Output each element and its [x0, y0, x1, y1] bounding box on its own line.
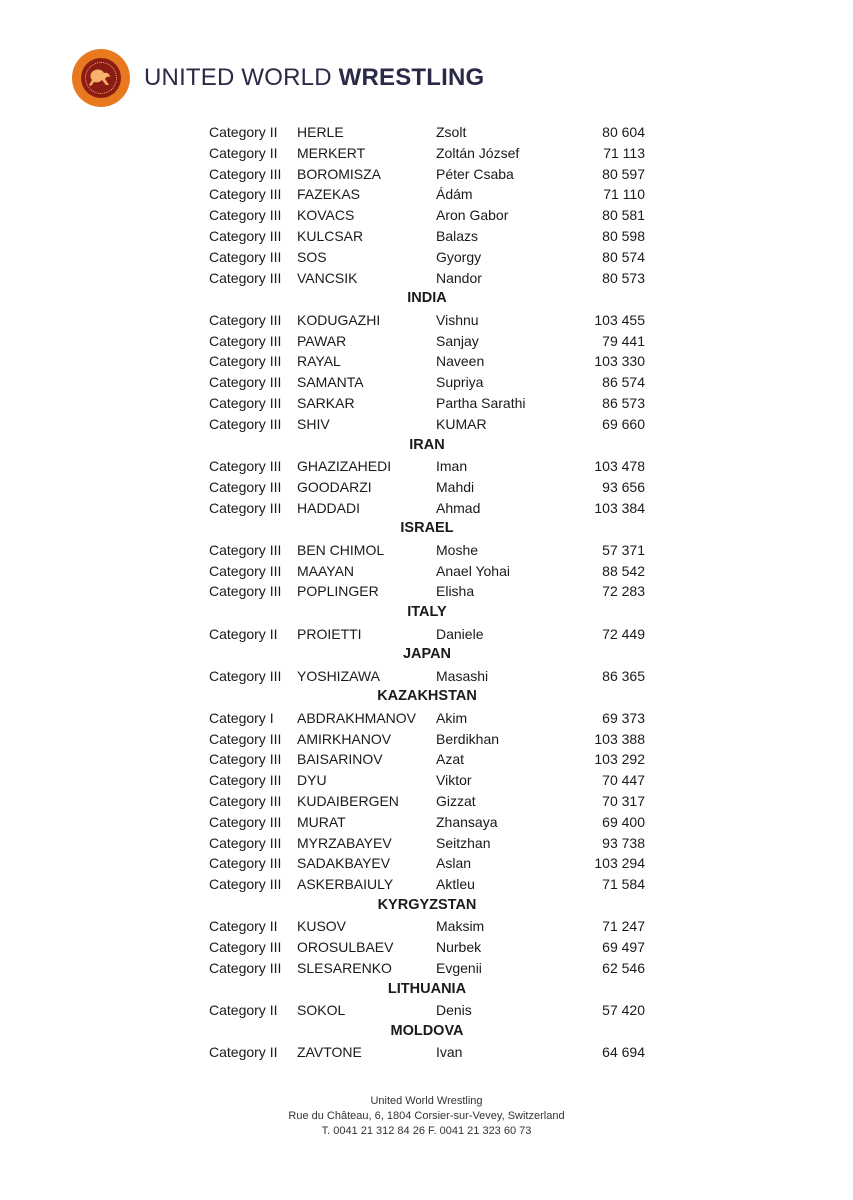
last-name-cell: PROIETTI: [297, 625, 362, 642]
athlete-row: [209, 372, 645, 393]
athlete-row: [209, 393, 645, 414]
country-heading: JAPAN: [402, 646, 452, 663]
first-name-cell: Berdikhan: [436, 730, 500, 747]
category-cell: Category II: [209, 1002, 278, 1019]
footer-address: Rue du Château, 6, 1804 Corsier-sur-Vevey, Switzerland: [288, 1110, 565, 1122]
uww-logo-icon: [72, 49, 130, 107]
category-cell: Category III: [209, 311, 282, 328]
athlete-row: [209, 143, 645, 164]
id-number-cell: 88 542: [602, 562, 645, 579]
category-cell: Category II: [209, 625, 278, 642]
first-name-cell: Elisha: [436, 583, 475, 600]
category-cell: Category III: [209, 415, 282, 432]
brand-name-part1: UNITED WORLD: [144, 64, 339, 91]
country-heading: KAZAKHSTAN: [377, 688, 477, 705]
page-header: [72, 48, 484, 108]
last-name-cell: POPLINGER: [297, 583, 379, 600]
last-name-cell: VANCSIK: [297, 269, 358, 286]
id-number-cell: 93 738: [602, 834, 645, 851]
first-name-cell: Vishnu: [436, 311, 479, 328]
athlete-row: [209, 791, 645, 812]
first-name-cell: Zhansaya: [436, 813, 498, 830]
country-heading: INDIA: [407, 290, 447, 307]
category-cell: Category III: [209, 478, 282, 495]
category-cell: Category III: [209, 332, 282, 349]
id-number-cell: 69 660: [602, 415, 645, 432]
brand-name: [144, 64, 484, 92]
category-cell: Category III: [209, 374, 282, 391]
athlete-row: [209, 561, 645, 582]
category-cell: Category II: [209, 124, 278, 140]
athlete-row: [209, 708, 645, 729]
category-cell: Category III: [209, 813, 282, 830]
category-cell: Category III: [209, 457, 282, 474]
first-name-cell: Zoltán József: [436, 144, 520, 161]
last-name-cell: ASKERBAIULY: [297, 876, 394, 893]
athlete-list: [209, 122, 645, 1063]
first-name-cell: Masashi: [436, 667, 489, 684]
category-cell: Category III: [209, 772, 282, 789]
athlete-row: [209, 226, 645, 247]
first-name-cell: Akim: [436, 709, 468, 726]
id-number-cell: 86 574: [602, 374, 645, 391]
country-heading: KYRGYZSTAN: [377, 897, 477, 914]
brand-name-part2: WRESTLING: [338, 64, 485, 91]
id-number-cell: 72 449: [602, 625, 645, 642]
athlete-row: [209, 331, 645, 352]
id-number-cell: 71 113: [603, 144, 645, 161]
last-name-cell: SARKAR: [297, 394, 355, 411]
first-name-cell: Iman: [436, 457, 468, 474]
last-name-cell: KOVACS: [297, 207, 355, 224]
category-cell: Category III: [209, 751, 282, 768]
last-name-cell: SOS: [297, 248, 327, 265]
athlete-row: [209, 498, 645, 519]
first-name-cell: Moshe: [436, 541, 479, 558]
id-number-cell: 103 330: [594, 353, 645, 370]
category-cell: Category III: [209, 165, 282, 182]
first-name-cell: Daniele: [436, 625, 484, 642]
country-heading: LITHUANIA: [387, 980, 467, 997]
last-name-cell: MURAT: [297, 813, 346, 830]
athlete-row: [209, 770, 645, 791]
id-number-cell: 103 294: [594, 855, 645, 872]
athlete-row: [209, 247, 645, 268]
category-cell: Category III: [209, 583, 282, 600]
first-name-cell: Seitzhan: [436, 834, 491, 851]
last-name-cell: OROSULBAEV: [297, 939, 394, 956]
id-number-cell: 103 455: [594, 311, 645, 328]
first-name-cell: Ádám: [436, 186, 473, 203]
athlete-row: [209, 164, 645, 185]
last-name-cell: PAWAR: [297, 332, 347, 349]
country-heading: ITALY: [407, 604, 447, 621]
last-name-cell: GOODARZI: [297, 478, 372, 495]
first-name-cell: Viktor: [436, 772, 472, 789]
last-name-cell: RAYAL: [297, 353, 341, 370]
id-number-cell: 70 317: [602, 793, 645, 810]
first-name-cell: Aron Gabor: [436, 207, 509, 224]
country-heading: IRAN: [409, 436, 445, 453]
athlete-row: [209, 749, 645, 770]
athlete-row: [209, 666, 645, 687]
id-number-cell: 80 573: [602, 269, 645, 286]
first-name-cell: Sanjay: [436, 332, 479, 349]
country-heading: MOLDOVA: [390, 1023, 464, 1040]
last-name-cell: KUDAIBERGEN: [297, 793, 399, 810]
athlete-row: [209, 122, 645, 143]
athlete-row: [209, 351, 645, 372]
last-name-cell: FAZEKAS: [297, 186, 361, 203]
athlete-row: [209, 540, 645, 561]
first-name-cell: Ivan: [436, 1044, 463, 1061]
first-name-cell: Naveen: [436, 353, 485, 370]
first-name-cell: Ahmad: [436, 499, 481, 516]
id-number-cell: 86 573: [602, 394, 645, 411]
page-footer: [0, 1094, 853, 1139]
athlete-row: [209, 729, 645, 750]
category-cell: Category III: [209, 793, 282, 810]
category-cell: Category II: [209, 144, 278, 161]
first-name-cell: Supriya: [436, 374, 484, 391]
first-name-cell: Gyorgy: [436, 248, 482, 265]
id-number-cell: 93 656: [602, 478, 645, 495]
athlete-row: [209, 581, 645, 602]
last-name-cell: SLESARENKO: [297, 960, 392, 977]
category-cell: Category III: [209, 353, 282, 370]
athlete-row: [209, 853, 645, 874]
athlete-row: [209, 958, 645, 979]
id-number-cell: 71 584: [602, 876, 645, 893]
id-number-cell: 57 371: [602, 541, 645, 558]
id-number-cell: 69 497: [602, 939, 645, 956]
last-name-cell: KULCSAR: [297, 227, 364, 244]
athlete-row: [209, 833, 645, 854]
id-number-cell: 103 388: [594, 730, 645, 747]
last-name-cell: YOSHIZAWA: [297, 667, 380, 684]
first-name-cell: Mahdi: [436, 478, 475, 495]
first-name-cell: Aslan: [436, 855, 472, 872]
last-name-cell: MERKERT: [297, 144, 366, 161]
athlete-row: [209, 812, 645, 833]
id-number-cell: 80 574: [602, 248, 645, 265]
id-number-cell: 64 694: [602, 1044, 645, 1061]
last-name-cell: HERLE: [297, 124, 344, 140]
first-name-cell: Balazs: [436, 227, 479, 244]
first-name-cell: Partha Sarathi: [436, 394, 526, 411]
id-number-cell: 103 384: [594, 499, 645, 516]
id-number-cell: 69 373: [602, 709, 645, 726]
category-cell: Category II: [209, 918, 278, 935]
category-cell: Category III: [209, 939, 282, 956]
id-number-cell: 80 604: [602, 124, 645, 140]
last-name-cell: ZAVTONE: [297, 1044, 362, 1061]
country-heading: ISRAEL: [400, 520, 454, 537]
id-number-cell: 103 478: [594, 457, 645, 474]
first-name-cell: Anael Yohai: [436, 562, 510, 579]
id-number-cell: 80 598: [602, 227, 645, 244]
last-name-cell: SHIV: [297, 415, 330, 432]
athlete-row: [209, 184, 645, 205]
last-name-cell: SAMANTA: [297, 374, 364, 391]
category-cell: Category III: [209, 876, 282, 893]
category-cell: Category III: [209, 562, 282, 579]
last-name-cell: KUSOV: [297, 918, 347, 935]
last-name-cell: MAAYAN: [297, 562, 355, 579]
id-number-cell: 69 400: [602, 813, 645, 830]
id-number-cell: 72 283: [602, 583, 645, 600]
first-name-cell: Maksim: [436, 918, 485, 935]
first-name-cell: KUMAR: [436, 415, 487, 432]
last-name-cell: AMIRKHANOV: [297, 730, 392, 747]
first-name-cell: Aktleu: [436, 876, 475, 893]
category-cell: Category III: [209, 227, 282, 244]
last-name-cell: SOKOL: [297, 1002, 346, 1019]
athlete-row: [209, 310, 645, 331]
category-cell: Category II: [209, 1044, 278, 1061]
last-name-cell: GHAZIZAHEDI: [297, 457, 392, 474]
category-cell: Category III: [209, 834, 282, 851]
first-name-cell: Péter Csaba: [436, 165, 514, 182]
id-number-cell: 86 365: [602, 667, 645, 684]
id-number-cell: 79 441: [602, 332, 645, 349]
id-number-cell: 62 546: [602, 960, 645, 977]
first-name-cell: Gizzat: [436, 793, 476, 810]
id-number-cell: 80 581: [602, 207, 645, 224]
last-name-cell: BAISARINOV: [297, 751, 383, 768]
first-name-cell: Nandor: [436, 269, 482, 286]
category-cell: Category III: [209, 499, 282, 516]
id-number-cell: 57 420: [602, 1002, 645, 1019]
athlete-row: [209, 456, 645, 477]
category-cell: Category III: [209, 186, 282, 203]
first-name-cell: Nurbek: [436, 939, 482, 956]
last-name-cell: KODUGAZHI: [297, 311, 381, 328]
athlete-row: [209, 205, 645, 226]
athlete-row: [209, 624, 645, 645]
category-cell: Category III: [209, 207, 282, 224]
id-number-cell: 103 292: [594, 751, 645, 768]
last-name-cell: SADAKBAYEV: [297, 855, 391, 872]
athlete-row: [209, 874, 645, 895]
category-cell: Category III: [209, 248, 282, 265]
id-number-cell: 80 597: [602, 165, 645, 182]
category-cell: Category III: [209, 855, 282, 872]
first-name-cell: Denis: [436, 1002, 472, 1019]
category-cell: Category III: [209, 667, 282, 684]
first-name-cell: Evgenii: [436, 960, 482, 977]
id-number-cell: 70 447: [602, 772, 645, 789]
athlete-row: [209, 916, 645, 937]
last-name-cell: BEN CHIMOL: [297, 541, 385, 558]
last-name-cell: ABDRAKHMANOV: [297, 709, 417, 726]
last-name-cell: DYU: [297, 772, 327, 789]
category-cell: Category III: [209, 730, 282, 747]
last-name-cell: MYRZABAYEV: [297, 834, 392, 851]
category-cell: Category I: [209, 709, 274, 726]
last-name-cell: HADDADI: [297, 499, 361, 516]
category-cell: Category III: [209, 541, 282, 558]
category-cell: Category III: [209, 269, 282, 286]
first-name-cell: Zsolt: [436, 124, 467, 140]
footer-contact: T. 0041 21 312 84 26 F. 0041 21 323 60 73: [321, 1125, 532, 1137]
id-number-cell: 71 110: [603, 186, 645, 203]
athlete-row: [209, 477, 645, 498]
first-name-cell: Azat: [436, 751, 465, 768]
athlete-row: [209, 1000, 645, 1021]
athlete-row: [209, 414, 645, 435]
last-name-cell: BOROMISZA: [297, 165, 382, 182]
athlete-row: [209, 268, 645, 289]
id-number-cell: 71 247: [602, 918, 645, 935]
category-cell: Category III: [209, 960, 282, 977]
footer-org-name: United World Wrestling: [370, 1095, 483, 1107]
athlete-row: [209, 937, 645, 958]
athlete-row: [209, 1042, 645, 1063]
category-cell: Category III: [209, 394, 282, 411]
